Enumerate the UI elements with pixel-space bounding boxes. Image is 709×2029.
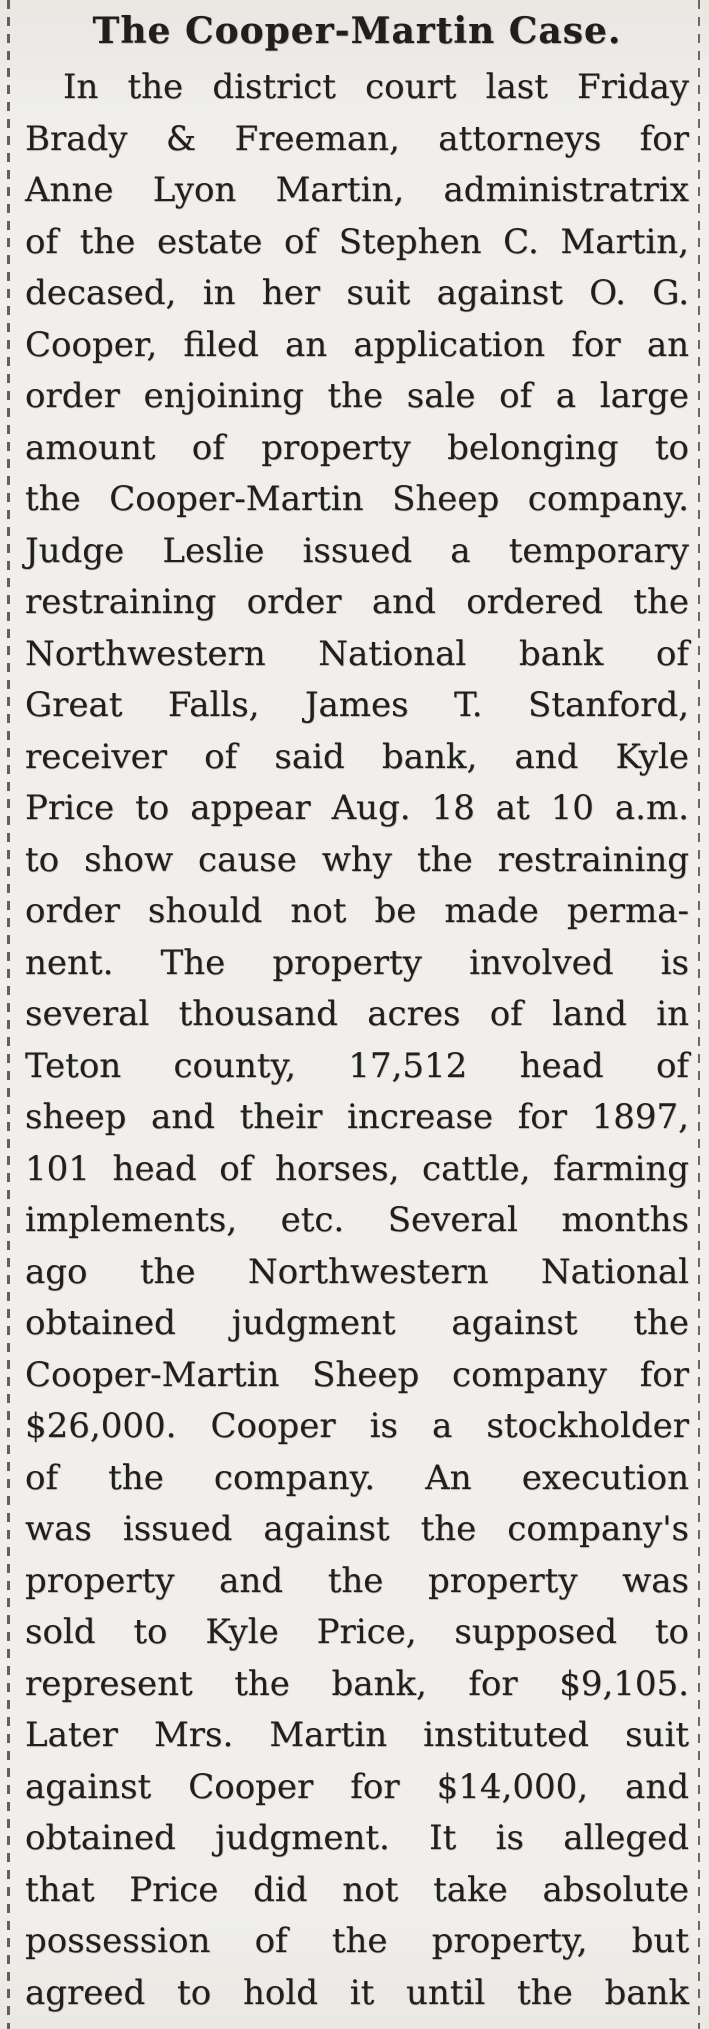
text-line: that Price did not take absolute <box>25 1869 689 1910</box>
article-headline: The Cooper-Martin Case. <box>92 10 622 52</box>
text-line: nent. The property involved is <box>25 942 689 983</box>
text-line: restraining order and ordered the <box>25 582 689 622</box>
text-line: property and the property was <box>25 1560 689 1601</box>
text-line: of the estate of Stephen C. Martin, <box>25 221 689 262</box>
text-line: order should not be made perma- <box>25 891 689 931</box>
text-line: agreed to hold it until the bank <box>25 1972 689 2013</box>
text-line: against Cooper for $14,000, and <box>25 1766 689 1807</box>
text-line: obtained judgment against the <box>25 1303 689 1343</box>
text-line: represent the bank, for $9,105. <box>25 1663 689 1704</box>
text-line: sold to Kyle Price, supposed to <box>25 1612 689 1652</box>
text-line: implements, etc. Several months <box>25 1200 689 1240</box>
text-line: Brady & Freeman, attorneys for <box>25 118 689 159</box>
article <box>25 0 689 2019</box>
text-line: to show cause why the restraining <box>25 839 689 880</box>
text-line: possession of the property, but <box>25 1921 689 1961</box>
text-line: Cooper, filed an application for an <box>25 324 689 365</box>
text-line: In the district court last Friday <box>63 67 689 107</box>
text-line: ago the Northwestern National <box>25 1251 689 1292</box>
text-line: decased, in her suit against O. G. <box>25 273 689 313</box>
text-line: Price to appear Aug. 18 at 10 a.m. <box>25 788 689 828</box>
text-line: several thousand acres of land in <box>25 994 689 1034</box>
text-line: Teton county, 17,512 head of <box>25 1045 689 1086</box>
text-line: the Cooper-Martin Sheep company. <box>25 479 689 519</box>
text-line: Great Falls, James T. Stanford, <box>25 685 689 725</box>
text-line: receiver of said bank, and Kyle <box>25 736 689 777</box>
text-line: $26,000. Cooper is a stockholder <box>25 1406 689 1446</box>
article-body <box>25 62 689 2019</box>
text-line: sheep and their increase for 1897, <box>25 1097 689 1137</box>
text-line: Judge Leslie issued a temporary <box>25 530 689 571</box>
column-rule-left <box>7 0 10 2029</box>
text-line: of the company. An execution <box>25 1457 689 1498</box>
text-line: was issued against the company's <box>25 1509 689 1549</box>
text-line: Later Mrs. Martin instituted suit <box>25 1715 689 1755</box>
text-line: Northwestern National bank of <box>25 633 689 674</box>
text-line: 101 head of horses, cattle, farming <box>25 1148 689 1189</box>
text-line: amount of property belonging to <box>25 427 689 468</box>
text-line: Anne Lyon Martin, administratrix <box>25 170 689 210</box>
text-line: Cooper-Martin Sheep company for <box>25 1354 689 1395</box>
text-line: obtained judgment. It is alleged <box>25 1818 689 1858</box>
text-line: order enjoining the sale of a large <box>25 376 689 416</box>
column-rule-right <box>698 0 700 2029</box>
